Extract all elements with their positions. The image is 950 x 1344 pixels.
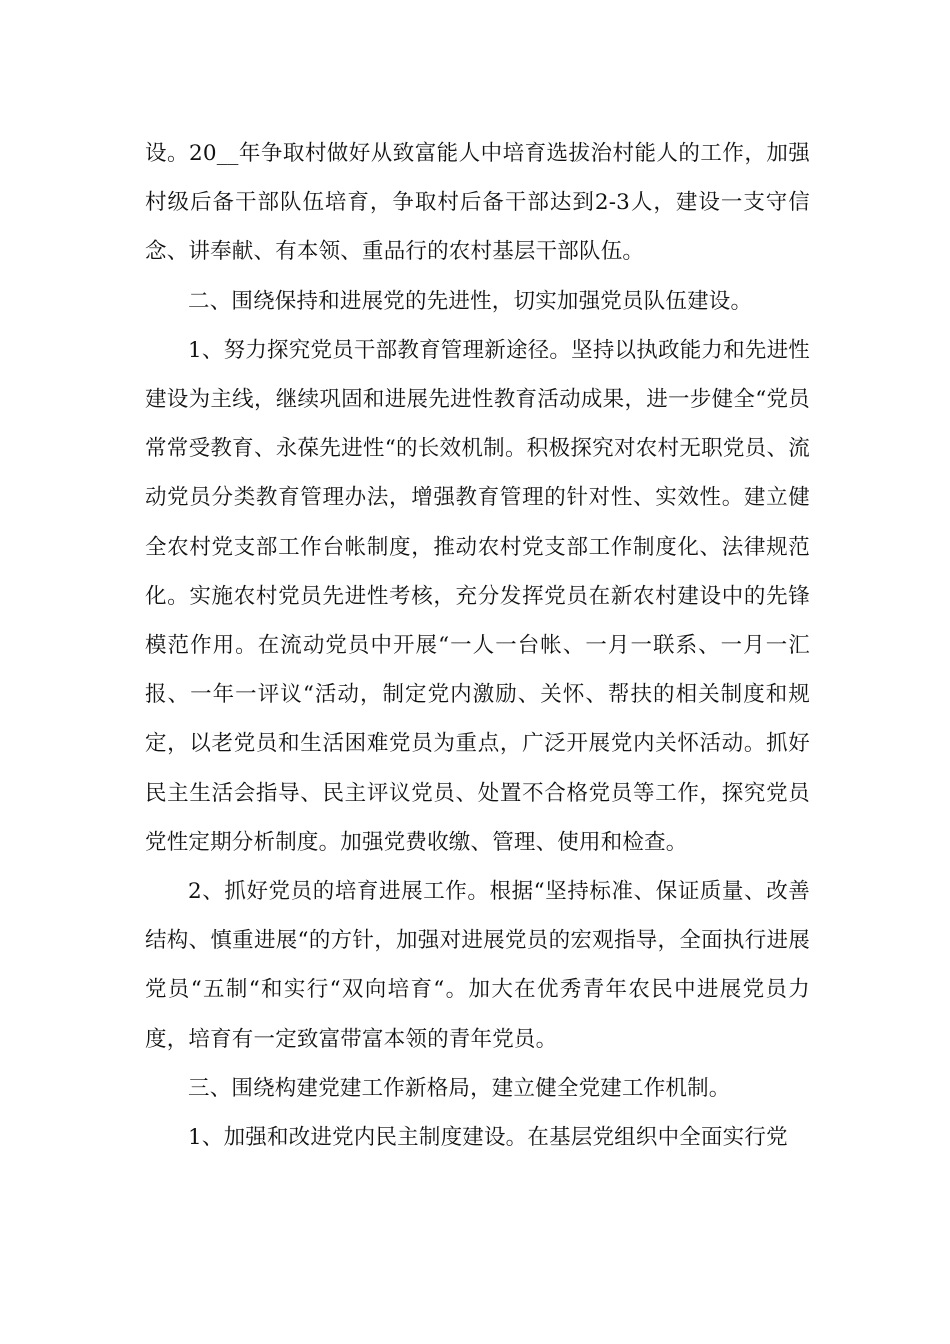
paragraph-1: 设。20__年争取村做好从致富能人中培育选拔治村能人的工作，加强村级后备干部队伍培育，争取村后备干部达到2-3人，建设一支守信念、讲奉献、有本领、重品行的农村基层干部队伍。 (145, 141, 810, 265)
paragraph-2-heading: 二、围绕保持和进展党的先进性，切实加强党员队伍建设。 (188, 288, 753, 314)
paragraph-6: 1、加强和改进党内民主制度建设。在基层党组织中全面实行党 (188, 1125, 788, 1151)
paragraph-3: 1、努力探究党员干部教育管理新途径。坚持以执政能力和先进性建设为主线，继续巩固和进展先进性教育活动成果，进一步健全“党员常常受教育、永葆先进性“的长效机制。积极探究对农村无职党员、流动党员分类教育管理办法，增强教育管理的针对性、实效性。建立健全农村党支部工作台帐制度，推动农村党支部工作制度化、法律规范化。实施农村党员先进性考核，充分发挥党员在新农村建设中的先锋模范作用。在流动党员中开展“一人一台帐、一月一联系、一月一汇报、一年一评议“活动，制定党内激励、关怀、帮扶的相关制度和规定，以老党员和生活困难党员为重点，广泛开展党内关怀活动。抓好民主生活会指导、民主评议党员、处置不合格党员等工作，探究党员党性定期分析制度。加强党费收缴、管理、使用和检查。 (145, 337, 810, 855)
paragraph-5-heading: 三、围绕构建党建工作新格局，建立健全党建工作机制。 (188, 1075, 731, 1101)
document-body (145, 129, 810, 1162)
paragraph-4: 2、抓好党员的培育进展工作。根据“坚持标准、保证质量、改善结构、慎重进展“的方针，加强对进展党员的宏观指导，全面执行进展党员“五制“和实行“双向培育“。加大在优秀青年农民中进展党员力度，培育有一定致富带富本领的青年党员。 (145, 879, 810, 1052)
